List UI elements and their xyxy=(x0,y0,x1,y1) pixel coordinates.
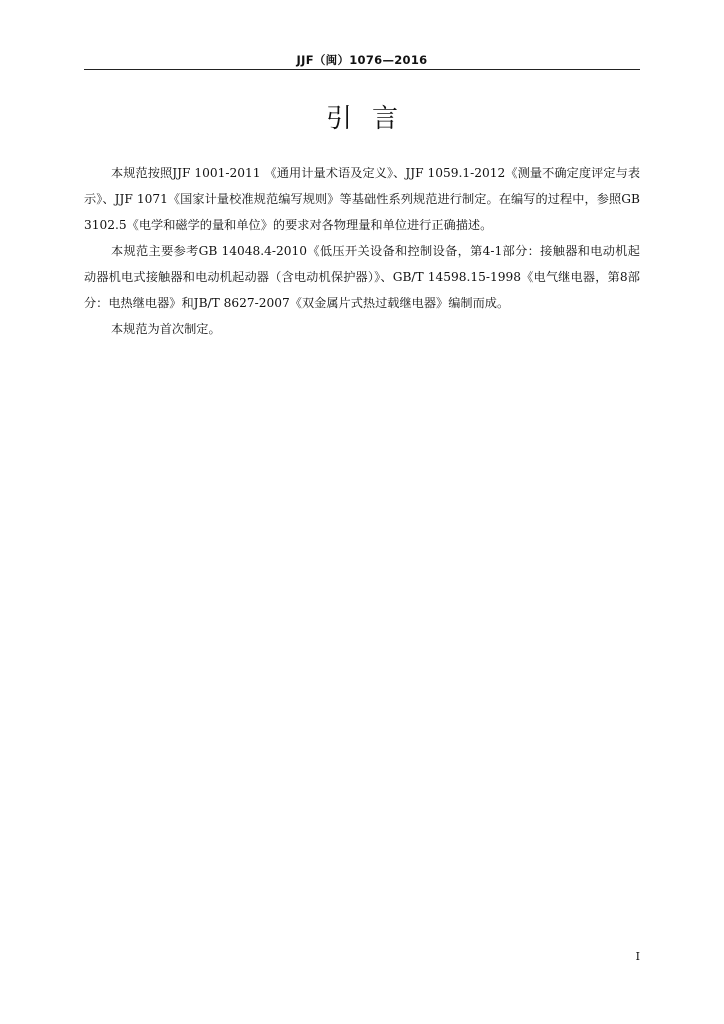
paragraph-reference-norms: 本规范按照JJF 1001-2011 《通用计量术语及定义》、JJF 1059.1-2012《测量不确定度评定与表示》、JJF 1071《国家计量校准规范编写规则》等基础性系列规范进行制定。在编写的过程中，参照GB 3102.5《电学和磁学的量和单位》的要求对各物理量和单位进行正确描述。 xyxy=(84,166,640,232)
page-number: I xyxy=(635,950,640,963)
page-title: 引言 xyxy=(325,104,418,134)
header-divider xyxy=(84,69,640,70)
running-header: JJF（闽）1076—2016 xyxy=(296,53,428,67)
paragraph-first-edition: 本规范为首次制定。 xyxy=(111,322,221,336)
introduction-body xyxy=(84,160,640,342)
paragraph-main-references: 本规范主要参考GB 14048.4-2010《低压开关设备和控制设备，第4-1部分：接触器和电动机起动器机电式接触器和电动机起动器（含电动机保护器）》、GB/T 14598.15-1998《电气继电器，第8部分：电热继电器》和JB/T 8627-2007《双金属片式热过载继电器》编制而成。 xyxy=(84,244,640,310)
